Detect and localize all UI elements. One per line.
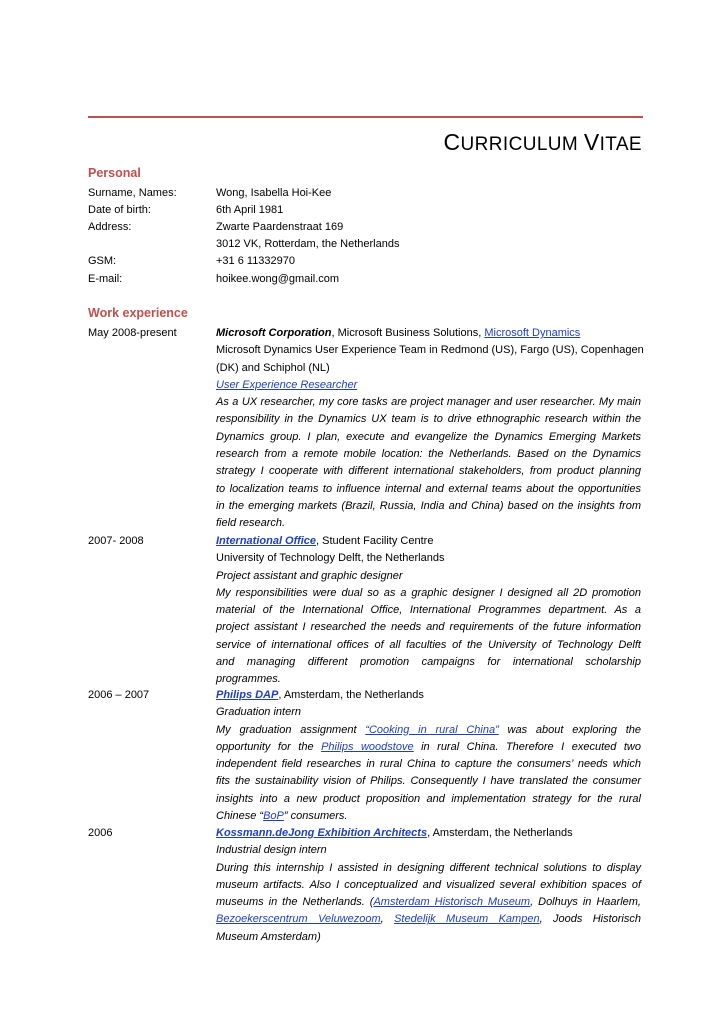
company-detail: , Amsterdam, the Netherlands xyxy=(278,689,424,701)
kossmann-dejong-link[interactable]: Kossmann.deJong Exhibition Architects xyxy=(216,827,428,839)
entry-desc-line xyxy=(216,446,641,463)
role-text: Graduation intern xyxy=(216,706,301,719)
desc-text: My responsibilities were dual so as a graphic designer I designed all 2D promotion xyxy=(216,586,641,599)
personal-label: GSM: xyxy=(88,255,117,267)
entry-date: 2006 xyxy=(88,827,113,839)
desc-text: independent field researches in rural China to capture the consumers’ needs which xyxy=(216,758,641,771)
bezoekerscentrum-veluwezoom-link[interactable]: Bezoekerscentrum Veluwezoom xyxy=(216,913,381,926)
work-heading: Work experience xyxy=(88,306,188,320)
desc-text: programmes. xyxy=(216,673,281,686)
role-link[interactable]: User Experience Researcher xyxy=(216,378,358,391)
amsterdam-historisch-museum-link[interactable]: Amsterdam Historisch Museum xyxy=(373,896,531,909)
stedelijk-museum-kampen-link[interactable]: Stedelijk Museum Kampen xyxy=(394,913,540,926)
desc-text: responsibility in the Dynamics UX team is to drive ethnographic research within the xyxy=(216,413,641,426)
personal-label: Surname, Names: xyxy=(88,187,177,199)
company-detail: , Student Facility Centre xyxy=(316,535,434,547)
entry-desc-line xyxy=(216,911,641,928)
desc-text: , xyxy=(380,913,395,926)
entry-date: 2007- 2008 xyxy=(88,535,144,547)
entry-desc-line xyxy=(216,929,641,946)
personal-value: +31 6 11332970 xyxy=(216,255,296,267)
entry-desc-line xyxy=(216,756,641,773)
personal-heading: Personal xyxy=(88,166,141,180)
desc-text: Museum Amsterdam) xyxy=(216,930,321,943)
personal-label: Date of birth: xyxy=(88,204,151,216)
entry-date: May 2008-present xyxy=(88,327,177,339)
entry-line: University of Technology Delft, the Netherlands xyxy=(216,552,445,565)
title-letter: V xyxy=(583,129,600,155)
entry-desc-line xyxy=(216,791,641,808)
desc-text: was about exploring the xyxy=(498,723,641,736)
title-rest: URRICULUM xyxy=(460,134,579,155)
desc-text: service of international offices of all faculties of the University of Technology Delft xyxy=(216,638,641,651)
entry-desc-line xyxy=(216,515,641,532)
desc-text: insights into a new product proposition and implementation strategy for the rural xyxy=(216,792,641,805)
bop-link[interactable]: BoP xyxy=(263,810,284,823)
entry-desc-line xyxy=(216,894,641,911)
entry-line: (DK) and Schiphol (NL) xyxy=(216,361,330,374)
entry-role xyxy=(216,704,641,721)
desc-text: My graduation assignment xyxy=(216,723,366,736)
entry-desc-line xyxy=(216,654,641,671)
desc-text: During this internship I assisted in designing different technical solutions to display xyxy=(216,861,641,874)
desc-text: material of the International Office, International Programmes department. As a xyxy=(216,604,641,617)
entry-role xyxy=(216,842,641,859)
desc-text: As a UX researcher, my core tasks are project manager and user researcher. My main xyxy=(216,396,641,409)
philips-dap-link[interactable]: Philips DAP xyxy=(216,689,279,701)
role-text: Project assistant and graphic designer xyxy=(216,569,403,582)
desc-text: ” consumers. xyxy=(283,810,348,823)
title-rest: ITAE xyxy=(599,134,642,155)
entry-line: Microsoft Dynamics User Experience Team in Redmond (US), Fargo (US), Copenhagen xyxy=(216,344,644,357)
entry-desc-line xyxy=(216,585,641,602)
entry-company-line xyxy=(216,825,641,842)
entry-desc-line xyxy=(216,637,641,654)
personal-label: Address: xyxy=(88,221,132,233)
entry-microsoft xyxy=(216,325,644,533)
entry-desc-line xyxy=(216,860,641,877)
personal-value: Zwarte Paardenstraat 169 xyxy=(216,221,344,233)
desc-text: , Joods Historisch xyxy=(539,913,641,926)
international-office-link[interactable]: International Office xyxy=(216,535,317,547)
entry-desc-line xyxy=(216,602,641,619)
entry-desc-line xyxy=(216,739,641,756)
desc-text: project assistant I researched the needs and requirements of the future information xyxy=(216,621,641,634)
desc-text: field research. xyxy=(216,517,286,530)
personal-value: 6th April 1981 xyxy=(216,204,284,216)
desc-text: in the emerging markets (Brazil, Russia, India and China) based on the insights from xyxy=(216,499,641,512)
header-rule xyxy=(88,116,643,118)
entry-philips xyxy=(216,687,641,825)
entry-desc-line xyxy=(216,481,641,498)
microsoft-dynamics-link[interactable]: Microsoft Dynamics xyxy=(484,327,581,339)
entry-desc-line xyxy=(216,619,641,636)
entry-international-office xyxy=(216,533,641,689)
personal-value: Wong, Isabella Hoi-Kee xyxy=(216,187,332,199)
desc-text: fits the sustainability vision of Philips. Consequently I have translated the consumer xyxy=(216,775,641,788)
company-name: Microsoft Corporation xyxy=(216,327,332,339)
company-detail: , Amsterdam, the Netherlands xyxy=(427,827,573,839)
entry-desc-line xyxy=(216,394,641,411)
entry-desc-line xyxy=(216,498,641,515)
desc-text: to localization teams to influence internal and external teams about the opportunities xyxy=(216,482,641,495)
entry-desc-line xyxy=(216,773,641,790)
entry-kossmann xyxy=(216,825,641,946)
desc-text: research from a remote mobile location: the Netherlands. Based on the Dynamics xyxy=(216,448,641,461)
cooking-rural-china-link[interactable]: “Cooking in rural China” xyxy=(365,723,499,736)
philips-woodstove-link[interactable]: Philips woodstove xyxy=(321,740,414,753)
entry-date: 2006 – 2007 xyxy=(88,689,150,701)
desc-text: museums in the Netherlands. ( xyxy=(216,896,374,909)
title-letter: C xyxy=(443,129,461,155)
personal-label: E-mail: xyxy=(88,273,123,285)
role-text: Industrial design intern xyxy=(216,844,327,857)
entry-company-line xyxy=(216,687,641,704)
entry-desc-line xyxy=(216,463,641,480)
document-title xyxy=(444,129,642,156)
entry-role xyxy=(216,568,641,585)
entry-desc-line xyxy=(216,411,641,428)
desc-text: opportunity for the xyxy=(216,740,322,753)
desc-text: and managing different promotion campaigns for international scholarship xyxy=(216,656,641,669)
company-detail: , Microsoft Business Solutions, xyxy=(331,327,485,339)
entry-desc-line xyxy=(216,722,641,739)
desc-text: strategy I cooperate with different international stakeholders, from product planning xyxy=(216,465,641,478)
desc-text: museum artifacts. Also I conceptualized and visualized several exhibition spaces of xyxy=(216,878,641,891)
desc-text: Dynamics group. I plan, execute and evangelize the Dynamics Emerging Markets xyxy=(216,430,641,443)
desc-text: Chinese “ xyxy=(216,810,264,823)
personal-value: 3012 VK, Rotterdam, the Netherlands xyxy=(216,238,400,250)
desc-text: in rural China. Therefore I executed two xyxy=(413,740,641,753)
desc-text: , Dolhuys in Haarlem, xyxy=(530,896,641,909)
entry-role[interactable] xyxy=(216,377,641,394)
entry-desc-line xyxy=(216,808,641,825)
email-value: hoikee.wong@gmail.com xyxy=(216,273,340,285)
entry-desc-line xyxy=(216,877,641,894)
entry-company-line xyxy=(216,533,641,550)
entry-company-line xyxy=(216,325,641,342)
entry-desc-line xyxy=(216,429,641,446)
